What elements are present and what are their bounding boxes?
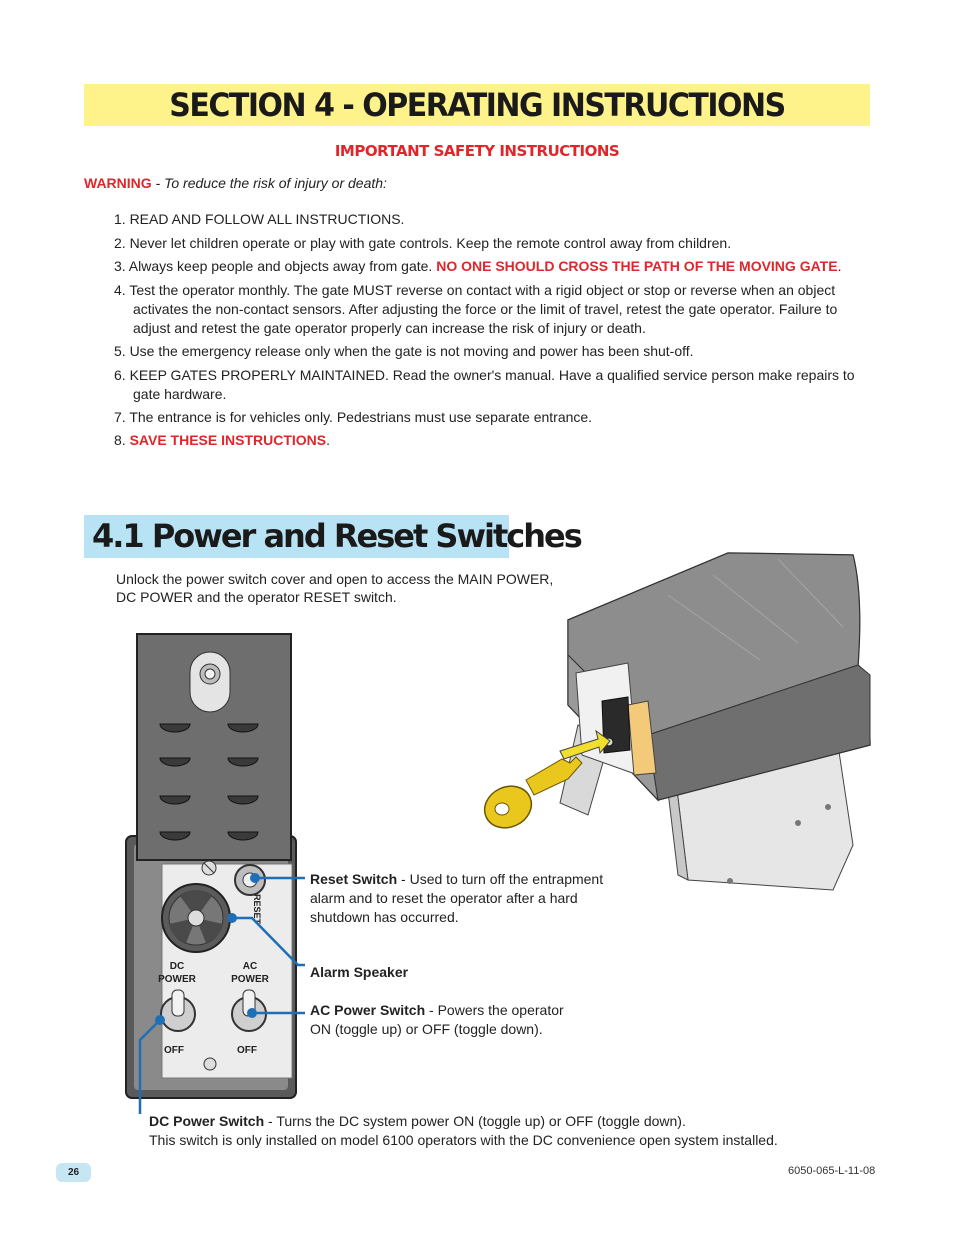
intro-paragraph: Unlock the power switch cover and open to access the MAIN POWER, DC POWER and the operator RESET switch.	[116, 571, 554, 605]
dc-off-label: OFF	[164, 1045, 184, 1056]
safety-item-8-suffix: .	[326, 432, 331, 448]
callout-ac-title: AC Power Switch	[310, 1002, 426, 1018]
callout-reset	[310, 870, 610, 927]
safety-item-8-prefix: 8.	[114, 432, 130, 448]
callout-reset-text: - Used to turn off the entrapment alarm and to reset the operator after a hard shutdown has occurred.	[310, 871, 604, 925]
callout-dc-line1	[149, 1112, 849, 1131]
callout-alarm	[310, 963, 408, 982]
safety-item-1: 1. READ AND FOLLOW ALL INSTRUCTIONS.	[114, 211, 405, 227]
safety-item-5: 5. Use the emergency release only when the gate is not moving and power has been shut-off.	[114, 343, 694, 359]
safety-item-4: 4. Test the operator monthly. The gate MUST reverse on contact with a rigid object or stop or reverse when an object activates the non-contact sensors. After adjusting the force or the limit of travel, retest the gate operator. Failure to adjust and retest the gate operator properly can increase the risk of injury or death.	[114, 282, 838, 336]
callout-ac-text: - Powers the operator ON (toggle up) or OFF (toggle down).	[310, 1002, 564, 1037]
dc-label-line1: DC	[169, 961, 185, 972]
callout-dc-text: - Turns the DC system power ON (toggle up) or OFF (toggle down).	[264, 1113, 686, 1129]
warning-text: - To reduce the risk of injury or death:	[151, 175, 387, 191]
document-number: 6050-065-L-11-08	[788, 1165, 876, 1177]
safety-heading: IMPORTANT SAFETY INSTRUCTIONS	[334, 142, 620, 160]
callout-dc	[149, 1112, 849, 1150]
safety-item-6: 6. KEEP GATES PROPERLY MAINTAINED. Read the owner's manual. Have a qualified service person make repairs to gate hardware.	[114, 367, 855, 402]
safety-item-7: 7. The entrance is for vehicles only. Pedestrians must use separate entrance.	[114, 409, 593, 425]
safety-item-3-emphasis: NO ONE SHOULD CROSS THE PATH OF THE MOVING GATE	[436, 258, 838, 274]
reset-label: RESET	[252, 894, 262, 925]
safety-item-8-emphasis: SAVE THESE INSTRUCTIONS	[129, 432, 327, 448]
operator-housing-icon	[478, 545, 878, 895]
warning-label: WARNING	[84, 175, 152, 191]
ac-label-line2: POWER	[231, 974, 269, 985]
dc-label-line2: POWER	[158, 974, 196, 985]
ac-label-line1: AC	[242, 961, 258, 972]
callout-dc-title: DC Power Switch	[149, 1113, 265, 1129]
section-title: SECTION 4 - OPERATING INSTRUCTIONS	[169, 86, 785, 125]
page-number: 26	[56, 1163, 91, 1182]
callout-reset-title: Reset Switch	[310, 871, 398, 887]
safety-item-3-prefix: 3. Always keep people and objects away from gate.	[114, 258, 437, 274]
ac-off-label: OFF	[237, 1045, 257, 1056]
callout-alarm-title: Alarm Speaker	[310, 964, 409, 980]
callout-ac	[310, 1001, 570, 1039]
safety-item-2: 2. Never let children operate or play with gate controls. Keep the remote control away from children.	[114, 235, 732, 251]
callout-dc-line2: This switch is only installed on model 6100 operators with the DC convenience open system installed.	[149, 1132, 778, 1148]
subsection-title: 4.1 Power and Reset Switches	[92, 517, 581, 555]
safety-item-3-suffix: .	[837, 258, 842, 274]
callout-dot-icon	[155, 873, 260, 1025]
